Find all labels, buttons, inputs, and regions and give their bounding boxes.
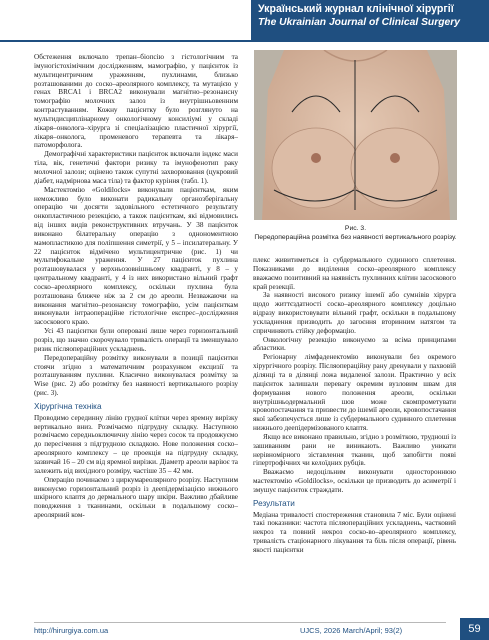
left-breast-shape [272,128,360,208]
right-nipple [390,153,400,163]
figure-photo-preoperative-marking [254,50,457,220]
footer-website-link[interactable]: http://hirurgiya.com.ua [34,626,109,635]
section-heading-surgical-technique: Хірургічна техніка [34,401,102,411]
torso-illustration [254,50,457,220]
header-divider [0,40,489,42]
paragraph: Якщо все виконано правильно, згідно з розміткою, трудноші із зашиванням рани не виникають. Важливо уникати нерівномірного зіставлення тканин, щоб запобігти появі гіпертрофічних чи келоїдних рубців. [253,432,456,468]
right-breast-shape [351,128,439,208]
figure-caption [254,225,457,242]
left-nipple [311,153,321,163]
paragraph: Операцію починаємо з циркумареолярного розрізу. Наступним виконуємо горизонтальний розріз із деепідермізацією нижнього шкірного клаптя до дермального шару шкіри. Важливо дбайливе поводження з тканинами, оскільки в подальшому соско–ареолярний ком- [34,475,238,520]
paragraph: Онкологічну резекцію виконуємо за всіма принципами абластики. [253,335,456,353]
figure-caption-title: Рис. 3. [344,225,367,232]
paragraph: Обстеження включало трепан–біопсію з гістологічним та імуногістохімічним дослідженням, мамографію, у пацієнток із мультицентричним ураженням, пухлинами, близько розташованими до соско–ареолярного комплексу, та мутацією у генах BRCA1 і BRCA2 виконували магнітно–резонансну томографію молочних залоз із внутрішньовенним контрастуванням. Кожну пацієнтку було розглянуто на мультидисциплінарному онкологічному консиліумі у складі лікаря–онколога–хірурга зі спеціалізацією пластичної хірургії, лікаря–онколога, променевого терапевта та лікаря–патоморфолога. [34,53,238,150]
figure-caption-text: Передопераційна розмітка без наявності вертикального розрізу. [254,233,457,241]
paragraph: Мастектомію «Goldilocks» виконували пацієнткам, яким неможливо було виконати радикальну органозберігальну операцію чи досягти задовільного естетичного результату онкопластичною резекцією, а також пацієнткам, які відмовились від інших видів реконструктивних втручань. У 38 пацієнток виконано білатеральну операцію з однономентною мамопластикою для поліпшення симетрії, у 5 – іпсилатеральну. У 22 пацієнток відмічено мультицентричне (рис. 1) чи мультифокальне ураження. У 27 пацієнток пухлина розташовувалася у верхньозовнішньому квадранті, у 8 – у центральному квадранті, у 4 із них використано вільний графт соско–ареолярного комплексу, оскільки пухлина була розташована ближче ніж за 2 см до ареоли. Незважаючи на виконання магнітно–резонансну томографію, усім пацієнткам виконували інтраопераційне гістологічне експрес–дослідження засоскового краю. [34,185,238,327]
paragraph: Усі 43 пацієнтки були оперовані лише через горизонтальний розріз, що значно скорочувало тривалість операції та зменшувало ризик післяопераційних ускладнень. [34,327,238,353]
paragraph: Передопераційну розмітку виконували в позиції пацієнтки стоячи згідно з математичним розрахунком ексцизії та розташуванням пухлини. Класично виконувалася розмітку за Wise (рис. 2) або розмітку без наявності вертикального розрізу (рис. 3). [34,353,238,398]
paragraph: плекс живитиметься із субдермального судинного сплетення. Показниками до виділення соско–ареолярного комплексу вважаємо позитивний на наявність пухлинних клітин засоскового край резекції. [253,256,456,291]
footer-journal-citation: UJCS, 2026 March/April; 93(2) [300,626,403,635]
paragraph: Проводимо серединну лінію грудної клітки через яремну вирізку вертикально вниз. Розмічаємо підгрудну складку. Наступною розмічаємо середньоключичну лінію через сосок та продовжуємо до пересічення з підгрудною складкою. Нове положення соско–ареолярного комплексу – це проекція на підгрудну складку, зазвичай 16 – 20 см від яремної вирізки. Діаметр ареоли варіює та залежить від вихідного розміру, частіше 35 – 42 мм. [34,413,238,475]
page-number: 59 [460,618,489,640]
paragraph: Медіана тривалості спостереження становила 7 міс. Були оцінені такі показники: частота післяопераційних ускладнень, частковий некроз та повний некроз соско-во–ареолярного комплексу, тривалість стаціонарного лікування та біль після операції, рівень якості пацієнтки [253,510,456,554]
journal-header-banner [251,0,489,40]
paragraph: Демографічні характеристики пацієнток включали індекс маси тіла, вік, генетичні фактори ризику та імунофенотип раку молочної залози; оцінено також супутні захворювання (цукровий діабет, надмірнова маса тіла) та фактор куріння (табл. 1). [34,150,238,185]
footer-divider [34,622,446,623]
paragraph: Вважаємо недоцільним виконувати одностороннюю мастектомію «Goldilocks», оскільки це призводить до асиметрії і змушує пацієнток страждати. [253,468,456,494]
right-text-column [253,256,456,555]
journal-title-en: The Ukrainian Journal of Clinical Surgery [258,17,460,28]
journal-title-ua: Український журнал клінічної хірургії [258,3,454,15]
paragraph: Регіонарну лімфаденектомію виконували без окремого хірургічного розрізу. Післяопераційну рану дренували у пахвовій ділянці та в ділянці ложа видаленої залози. Практично у всіх пацієнток залишали перевагу окремим вузловим швам для формування нового положення ареоли, оскільки внутрішньодермальний шов може скомпрометувати кровопостачання та призвести до ішемії ареоли, кровопостачання якої забезпечується лише із субдермального судинного сплетення нижнього деепідермізованого клаптя. [253,353,456,433]
section-heading-results: Результати [253,498,295,508]
paragraph: За наявності високого ризику ішемії або сумнівів хірурга щодо життєздатності соско–ареолярного комплексу доцільно відразу використовувати вільний графт, оскільки в подальшому ускладнення призводить до загоєння вторинним натягом та спричиняють стійку деформацію. [253,291,456,335]
left-text-column [34,53,238,520]
